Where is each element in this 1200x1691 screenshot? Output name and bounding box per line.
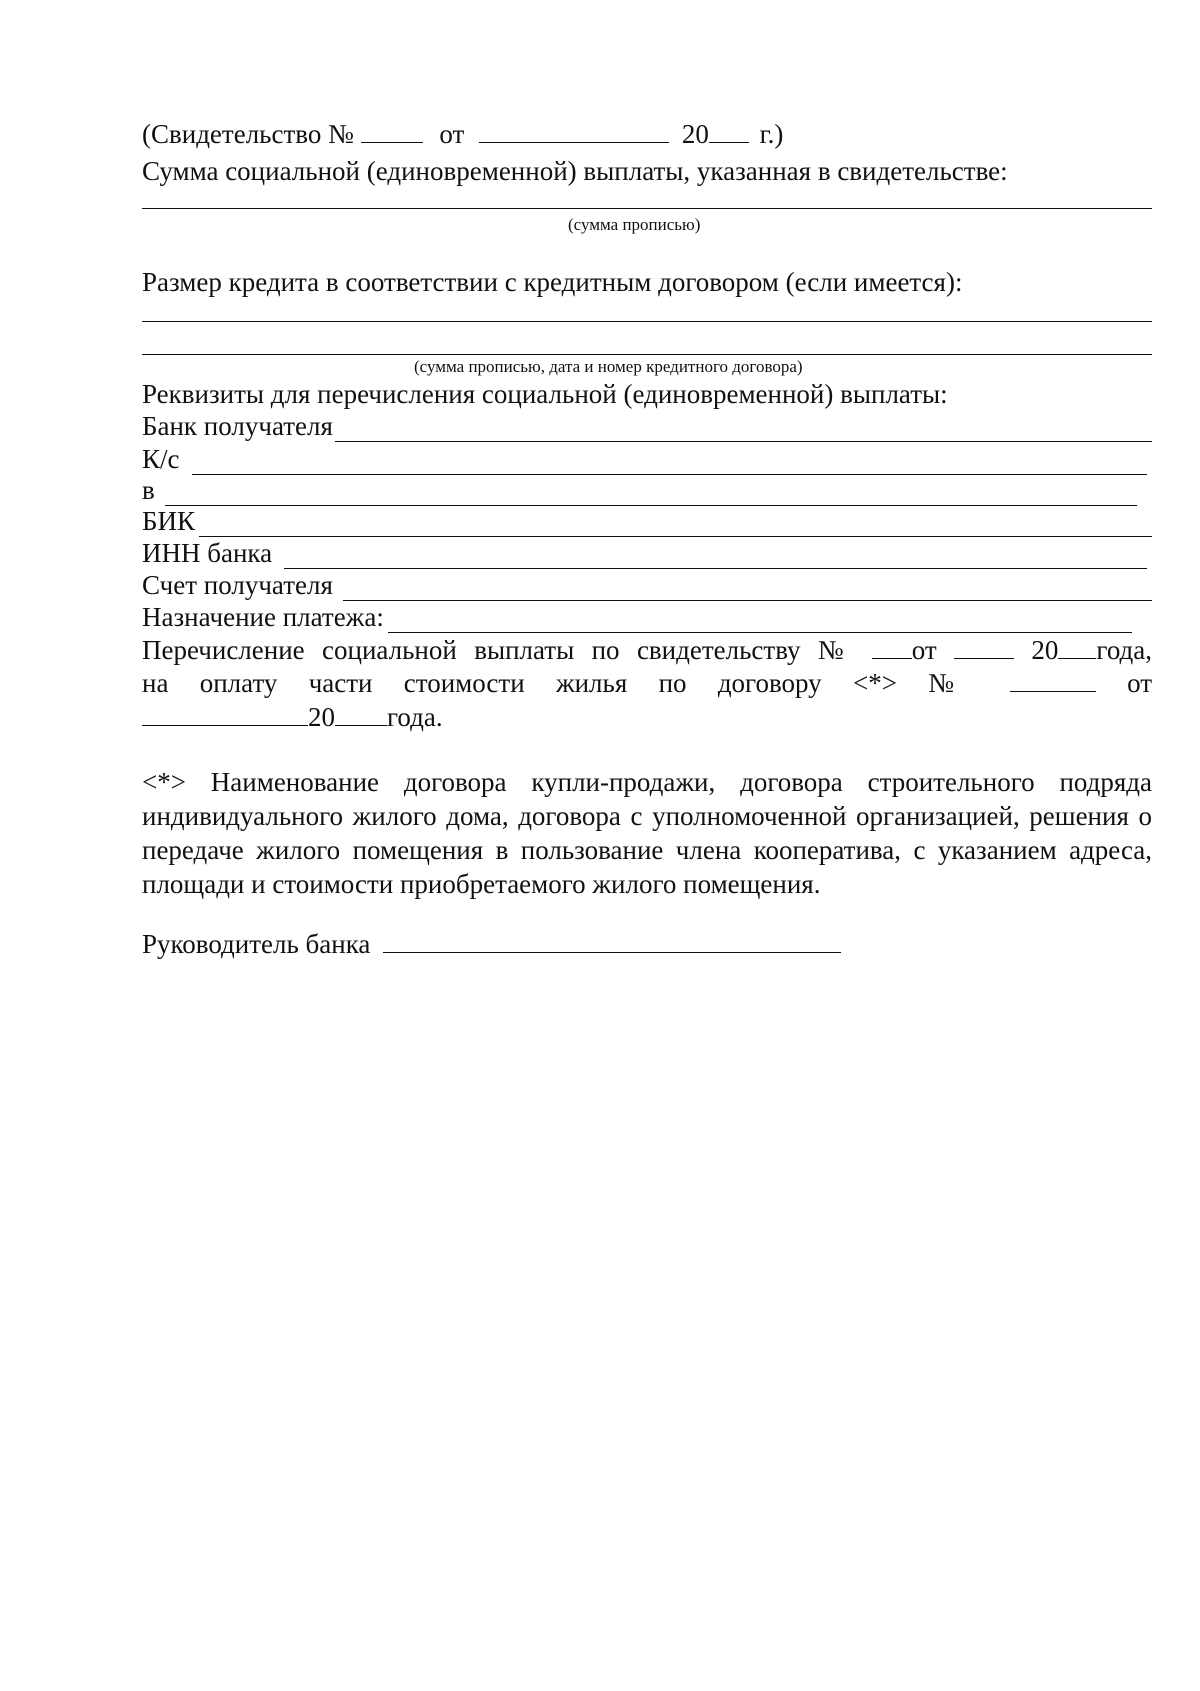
credit-line-2[interactable] [142, 354, 1152, 355]
field-purpose [142, 601, 1132, 633]
certificate-line [142, 118, 783, 150]
footnote: <*> Наименование договора купли-продажи, договора строительного подряда индивидуального жилого дома, договора с уполномоченной организацией, решения о передаче жилого помещения в пользование члена кооператива, с указанием адреса, площади и стоимости приобретаемого жилого помещения. [142, 767, 1152, 899]
transfer-line-2 [142, 667, 1152, 700]
transfer-year-word: года, [1096, 635, 1153, 665]
field-input[interactable] [165, 481, 1137, 506]
field-label: БИК [142, 506, 196, 536]
transfer-contract-number-blank[interactable] [1010, 669, 1096, 692]
word: части [308, 668, 373, 698]
payment-sum-line[interactable] [142, 208, 1152, 209]
field-input[interactable] [335, 417, 1152, 442]
word: № [928, 668, 979, 698]
field-input[interactable] [284, 544, 1147, 569]
word: по [658, 668, 687, 698]
field-bank-recipient [142, 410, 1152, 442]
certificate-year-prefix: 20 [681, 119, 709, 149]
word: <*> [852, 668, 897, 698]
transfer-line-1 [142, 634, 1152, 667]
field-label: в [142, 475, 155, 505]
word: оплату [199, 668, 278, 698]
requisites-heading: Реквизиты для перечисления социальной (единовременной) выплаты: [142, 379, 948, 409]
field-input[interactable] [388, 608, 1132, 633]
transfer-line-3 [142, 701, 443, 733]
transfer-ot: от [911, 635, 937, 665]
transfer-year-word-2: года. [387, 702, 443, 732]
word: стоимости [403, 668, 525, 698]
certificate-ot: от [439, 119, 465, 149]
field-account [142, 569, 1152, 601]
certificate-date-blank[interactable] [479, 120, 669, 143]
transfer-date-blank[interactable] [954, 636, 1014, 659]
certificate-open: (Свидетельство № [142, 119, 354, 149]
word: от [1127, 668, 1153, 698]
field-v [142, 474, 1137, 506]
word: договору [717, 668, 822, 698]
field-input[interactable] [343, 576, 1152, 601]
field-ks [142, 443, 1147, 475]
field-label: К/с [142, 444, 180, 474]
field-label: Назначение платежа: [142, 602, 384, 632]
transfer-20b: 20 [308, 702, 335, 732]
field-input[interactable] [199, 512, 1152, 537]
transfer-year-blank[interactable] [1058, 636, 1096, 659]
credit-caption: (сумма прописью, дата и номер кредитного договора) [414, 357, 803, 376]
field-label: Счет получателя [142, 570, 333, 600]
field-inn-bank [142, 537, 1147, 569]
payment-sum-caption: (сумма прописью) [568, 215, 701, 234]
signature-label: Руководитель банка [142, 929, 371, 959]
word: на [142, 668, 169, 698]
transfer-text: Перечисление социальной выплаты по свидетельству № [142, 635, 855, 665]
signature-blank[interactable] [383, 930, 841, 953]
certificate-number-blank[interactable] [361, 120, 423, 143]
transfer-contract-year-blank[interactable] [335, 703, 387, 726]
word: жилья [555, 668, 628, 698]
field-bik [142, 505, 1152, 537]
transfer-20: 20 [1031, 635, 1059, 665]
field-input[interactable] [192, 450, 1148, 475]
credit-label: Размер кредита в соответствии с кредитным договором (если имеется): [142, 267, 963, 297]
credit-line-1[interactable] [142, 321, 1152, 322]
field-label: ИНН банка [142, 538, 273, 568]
transfer-cert-number-blank[interactable] [872, 636, 912, 659]
certificate-close: г.) [759, 119, 784, 149]
field-label: Банк получателя [142, 411, 333, 441]
payment-sum-label: Сумма социальной (единовременной) выплаты, указанная в свидетельстве: [142, 156, 1008, 186]
certificate-year-blank[interactable] [709, 120, 749, 143]
transfer-contract-date-blank[interactable] [142, 703, 308, 726]
signature-line [142, 928, 841, 960]
